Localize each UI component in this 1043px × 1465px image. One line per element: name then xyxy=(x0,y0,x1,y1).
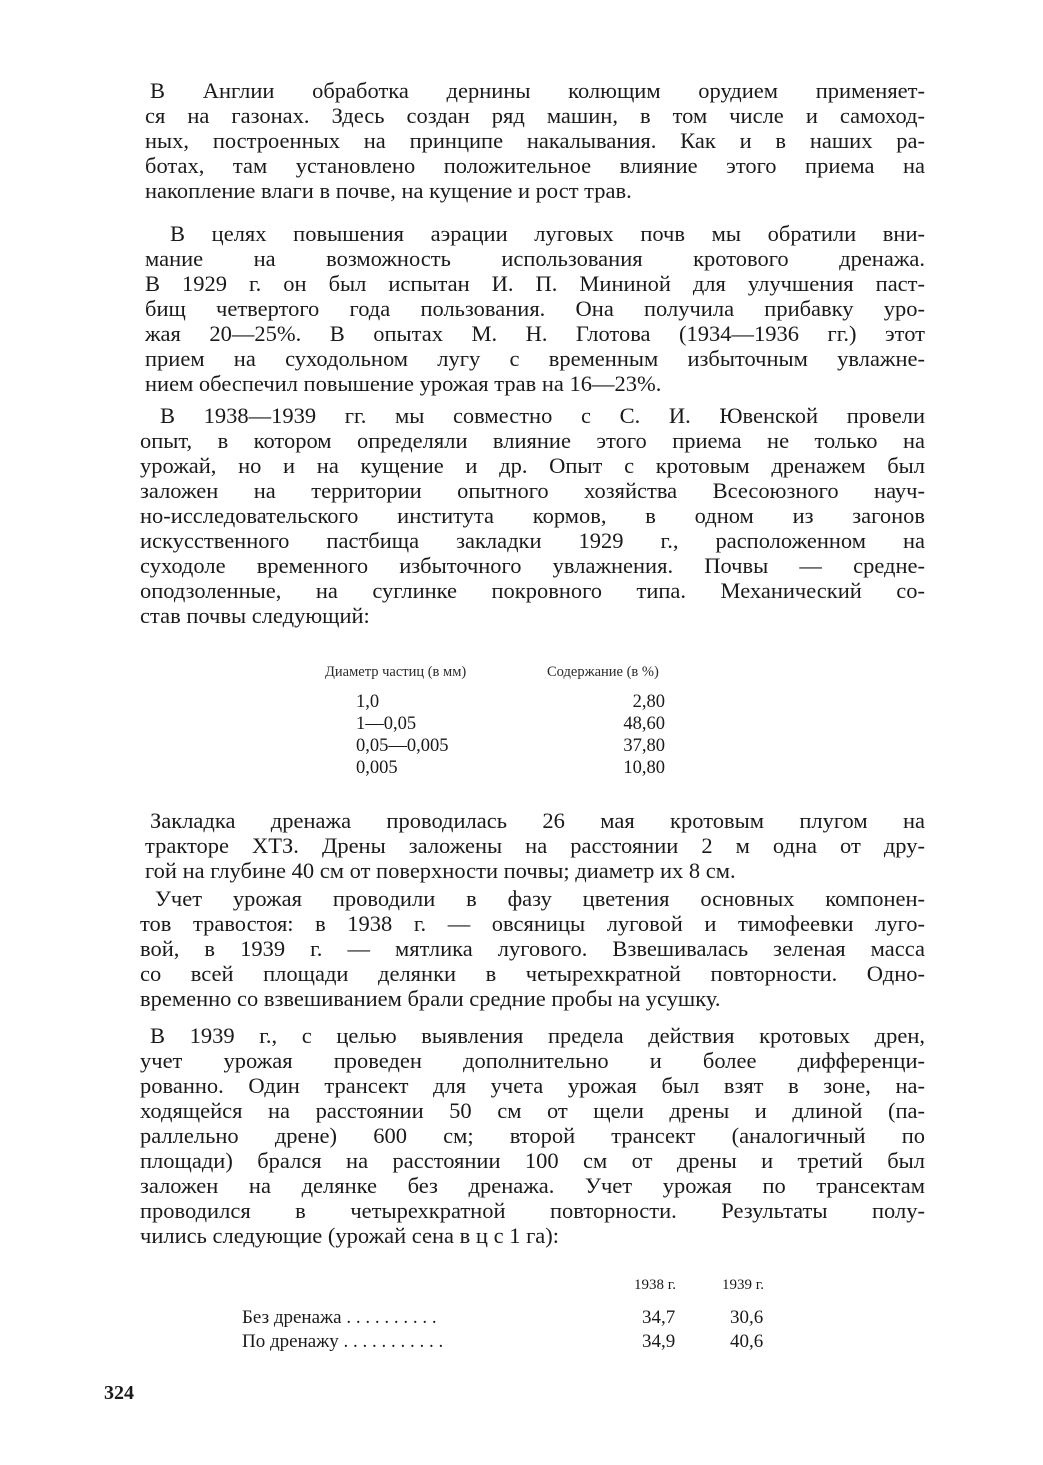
text-line: раллельно дрене) 600 см; второй трансект (аналогичный по xyxy=(140,1123,925,1148)
text-line: учет урожая проведен дополнительно и более дифференци- xyxy=(140,1048,925,1073)
text-line: урожай, но и на кущение и др. Опыт с кротовым дренажем был xyxy=(140,453,925,478)
text-line: оподзоленные, на суглинке покровного типа. Механический со- xyxy=(140,578,925,603)
text-line: проводился в четырехкратной повторности. Результаты полу- xyxy=(140,1198,925,1223)
table-row xyxy=(325,691,745,713)
text-line: ных, построенных на принципе накалывания. Как и в наших ра- xyxy=(145,128,925,153)
table-row xyxy=(325,735,745,757)
text-line: ходящейся на расстоянии 50 см от щели дрены и длиной (па- xyxy=(140,1098,925,1123)
paragraph-1939-transects xyxy=(140,1023,925,1248)
text-line: нием обеспечил повышение урожая трав на 16—23%. xyxy=(145,371,662,396)
text-line: тракторе ХТЗ. Дрены заложены на расстоянии 2 м одна от дру- xyxy=(145,833,925,858)
text-line: В 1938—1939 гг. мы совместно с С. И. Ювенской провели xyxy=(160,403,925,428)
paragraph-england xyxy=(145,78,925,203)
text-line: ся на газонах. Здесь создан ряд машин, в том числе и самоход- xyxy=(145,103,925,128)
yield-table xyxy=(242,1277,802,1354)
value-1938: 34,9 xyxy=(642,1331,676,1352)
text-line: ботах, там установлено положительное влияние этого приема на xyxy=(145,153,925,178)
text-line: рованно. Один трансект для учета урожая был взят в зоне, на- xyxy=(140,1073,925,1098)
table-row xyxy=(242,1306,802,1330)
content-cell: 48,60 xyxy=(623,714,665,734)
text-line: жая 20—25%. В опытах М. Н. Глотова (1934—1936 гг.) этот xyxy=(145,321,925,346)
value-1938: 34,7 xyxy=(642,1307,676,1328)
page-number: 324 xyxy=(104,1382,134,1404)
text-line: заложен на территории опытного хозяйства Всесоюзного науч- xyxy=(140,478,925,503)
particle-diameter-cell: 0,05—0,005 xyxy=(356,736,449,756)
text-line: суходоле временного избыточного увлажнения. Почвы — средне- xyxy=(140,553,925,578)
text-line: площади) брался на расстоянии 100 см от дрены и третий был xyxy=(140,1148,925,1173)
row-label: Без дренажа . . . . . . . . . . xyxy=(242,1307,437,1328)
header-year-1938: 1938 г. xyxy=(634,1277,676,1293)
text-line: тов травостоя: в 1938 г. — овсяницы луговой и тимофеевки луго- xyxy=(140,911,925,936)
particle-diameter-cell: 0,005 xyxy=(356,758,398,778)
text-line: но-исследовательского института кормов, в одном из загонов xyxy=(140,503,925,528)
particle-diameter-cell: 1—0,05 xyxy=(356,714,417,734)
content-cell: 10,80 xyxy=(623,758,665,778)
table-row xyxy=(325,757,745,779)
text-line: В целях повышения аэрации луговых почв мы обратили вни- xyxy=(170,221,925,246)
text-line: накопление влаги в почве, на кущение и рост трав. xyxy=(145,178,632,203)
text-line: искусственного пастбища закладки 1929 г., расположенном на xyxy=(140,528,925,553)
text-line: бищ четвертого года пользования. Она получила прибавку уро- xyxy=(145,296,925,321)
paragraph-yield-accounting xyxy=(140,886,925,1011)
text-line: мание на возможность использования кротового дренажа. xyxy=(145,246,925,271)
table-row xyxy=(242,1330,802,1354)
header-spacer xyxy=(242,1277,634,1294)
text-line: В 1939 г., с целью выявления предела действия кротовых дрен, xyxy=(150,1023,925,1048)
row-label: По дренажу . . . . . . . . . . . xyxy=(242,1331,444,1352)
paragraph-aeration xyxy=(145,221,925,396)
text-line: со всей площади делянки в четырехкратной повторности. Одно- xyxy=(140,961,925,986)
soil-composition-table xyxy=(325,664,745,779)
text-line: опыт, в котором определяли влияние этого приема не только на xyxy=(140,428,925,453)
header-particle-diameter: Диаметр частиц (в мм) xyxy=(325,664,467,680)
table-row xyxy=(325,713,745,735)
text-line: гой на глубине 40 см от поверхности почвы; диаметр их 8 см. xyxy=(145,858,736,883)
content-cell: 37,80 xyxy=(623,736,665,756)
header-content: Содержание (в %) xyxy=(547,664,659,680)
text-line: В Англии обработка дернины колющим орудием применяет- xyxy=(150,78,925,103)
yield-table-header xyxy=(242,1277,802,1294)
text-line: вой, в 1939 г. — мятлика лугового. Взвешивалась зеленая масса xyxy=(140,936,925,961)
paragraph-experiment xyxy=(140,403,925,628)
text-line: заложен на делянке без дренажа. Учет урожая по трансектам xyxy=(140,1173,925,1198)
text-line: Закладка дренажа проводилась 26 мая кротовым плугом на xyxy=(150,808,925,833)
text-line: чились следующие (урожай сена в ц с 1 га): xyxy=(140,1223,560,1248)
value-1939: 30,6 xyxy=(730,1307,764,1328)
particle-diameter-cell: 1,0 xyxy=(356,692,380,712)
text-line: прием на суходольном лугу с временным избыточным увлажне- xyxy=(145,346,925,371)
text-line: В 1929 г. он был испытан И. П. Мининой для улучшения паст- xyxy=(145,271,925,296)
text-line: став почвы следующий: xyxy=(140,603,370,628)
soil-table-header xyxy=(325,664,745,681)
header-year-1939: 1939 г. xyxy=(722,1277,764,1293)
value-1939: 40,6 xyxy=(730,1331,764,1352)
content-cell: 2,80 xyxy=(632,692,665,712)
text-line: временно со взвешиванием брали средние пробы на усушку. xyxy=(140,986,721,1011)
text-line: Учет урожая проводили в фазу цветения основных компонен- xyxy=(155,886,925,911)
paragraph-drainage-laying xyxy=(145,808,925,883)
